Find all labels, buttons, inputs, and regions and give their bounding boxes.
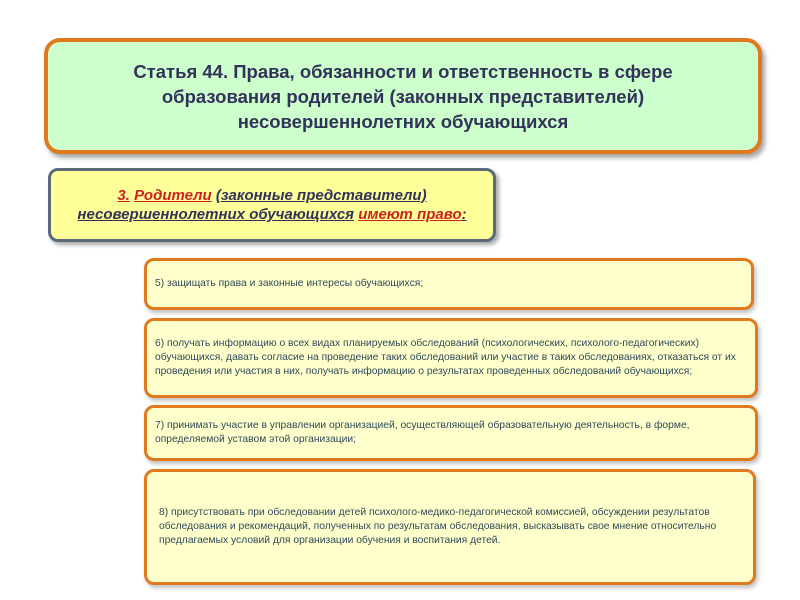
title-line-3: несовершеннолетних обучающихся [237, 110, 569, 132]
subject-line-2-text: несовершеннолетних обучающихся [77, 206, 355, 223]
page-title [113, 59, 692, 134]
title-line-2: образования родителей (законных представителей) [161, 85, 645, 107]
subject-heading [77, 186, 466, 224]
right-item-5 [144, 258, 754, 310]
right-item-text: 6) получать информацию о всех видах планируемых обследований (психологических, психолого-педагогических) обучающихся, давать согласие на проведение таких обследований или участие в таких обследованиях, отказаться от их проведения или участия в них, получать информацию о результатах проведенных обследований обучающихся; [155, 338, 736, 377]
right-item-text: 7) принимать участие в управлении организацией, осуществляющей образовательную деятельность, в форме, определяемой уставом этой организации; [155, 420, 690, 445]
subject-colon: : [461, 206, 467, 223]
title-line-1: Статья 44. Права, обязанности и ответственность в сфере [133, 60, 673, 82]
subject-line-1 [77, 186, 466, 205]
right-item-7 [144, 405, 758, 461]
subject-line-2 [77, 205, 466, 224]
right-item-text: 8) присутствовать при обследовании детей психолого-медико-педагогической комиссией, обсуждении результатов обследования и рекомендаций, полученных по результатам обследования, высказывать свое мнение относительно предлагаемых условий для организации обучения и воспитания детей. [159, 507, 717, 546]
subject-rest: (законные представители) [215, 187, 427, 204]
right-item-text: 5) защищать права и законные интересы обучающихся; [155, 278, 424, 289]
title-box [44, 38, 762, 154]
subject-number: 3. [117, 187, 130, 204]
subject-box [48, 168, 496, 242]
right-item-6 [144, 318, 758, 398]
right-item-8 [144, 469, 756, 585]
subject-word: Родители [134, 187, 212, 204]
subject-emphasis: имеют право [358, 206, 462, 223]
